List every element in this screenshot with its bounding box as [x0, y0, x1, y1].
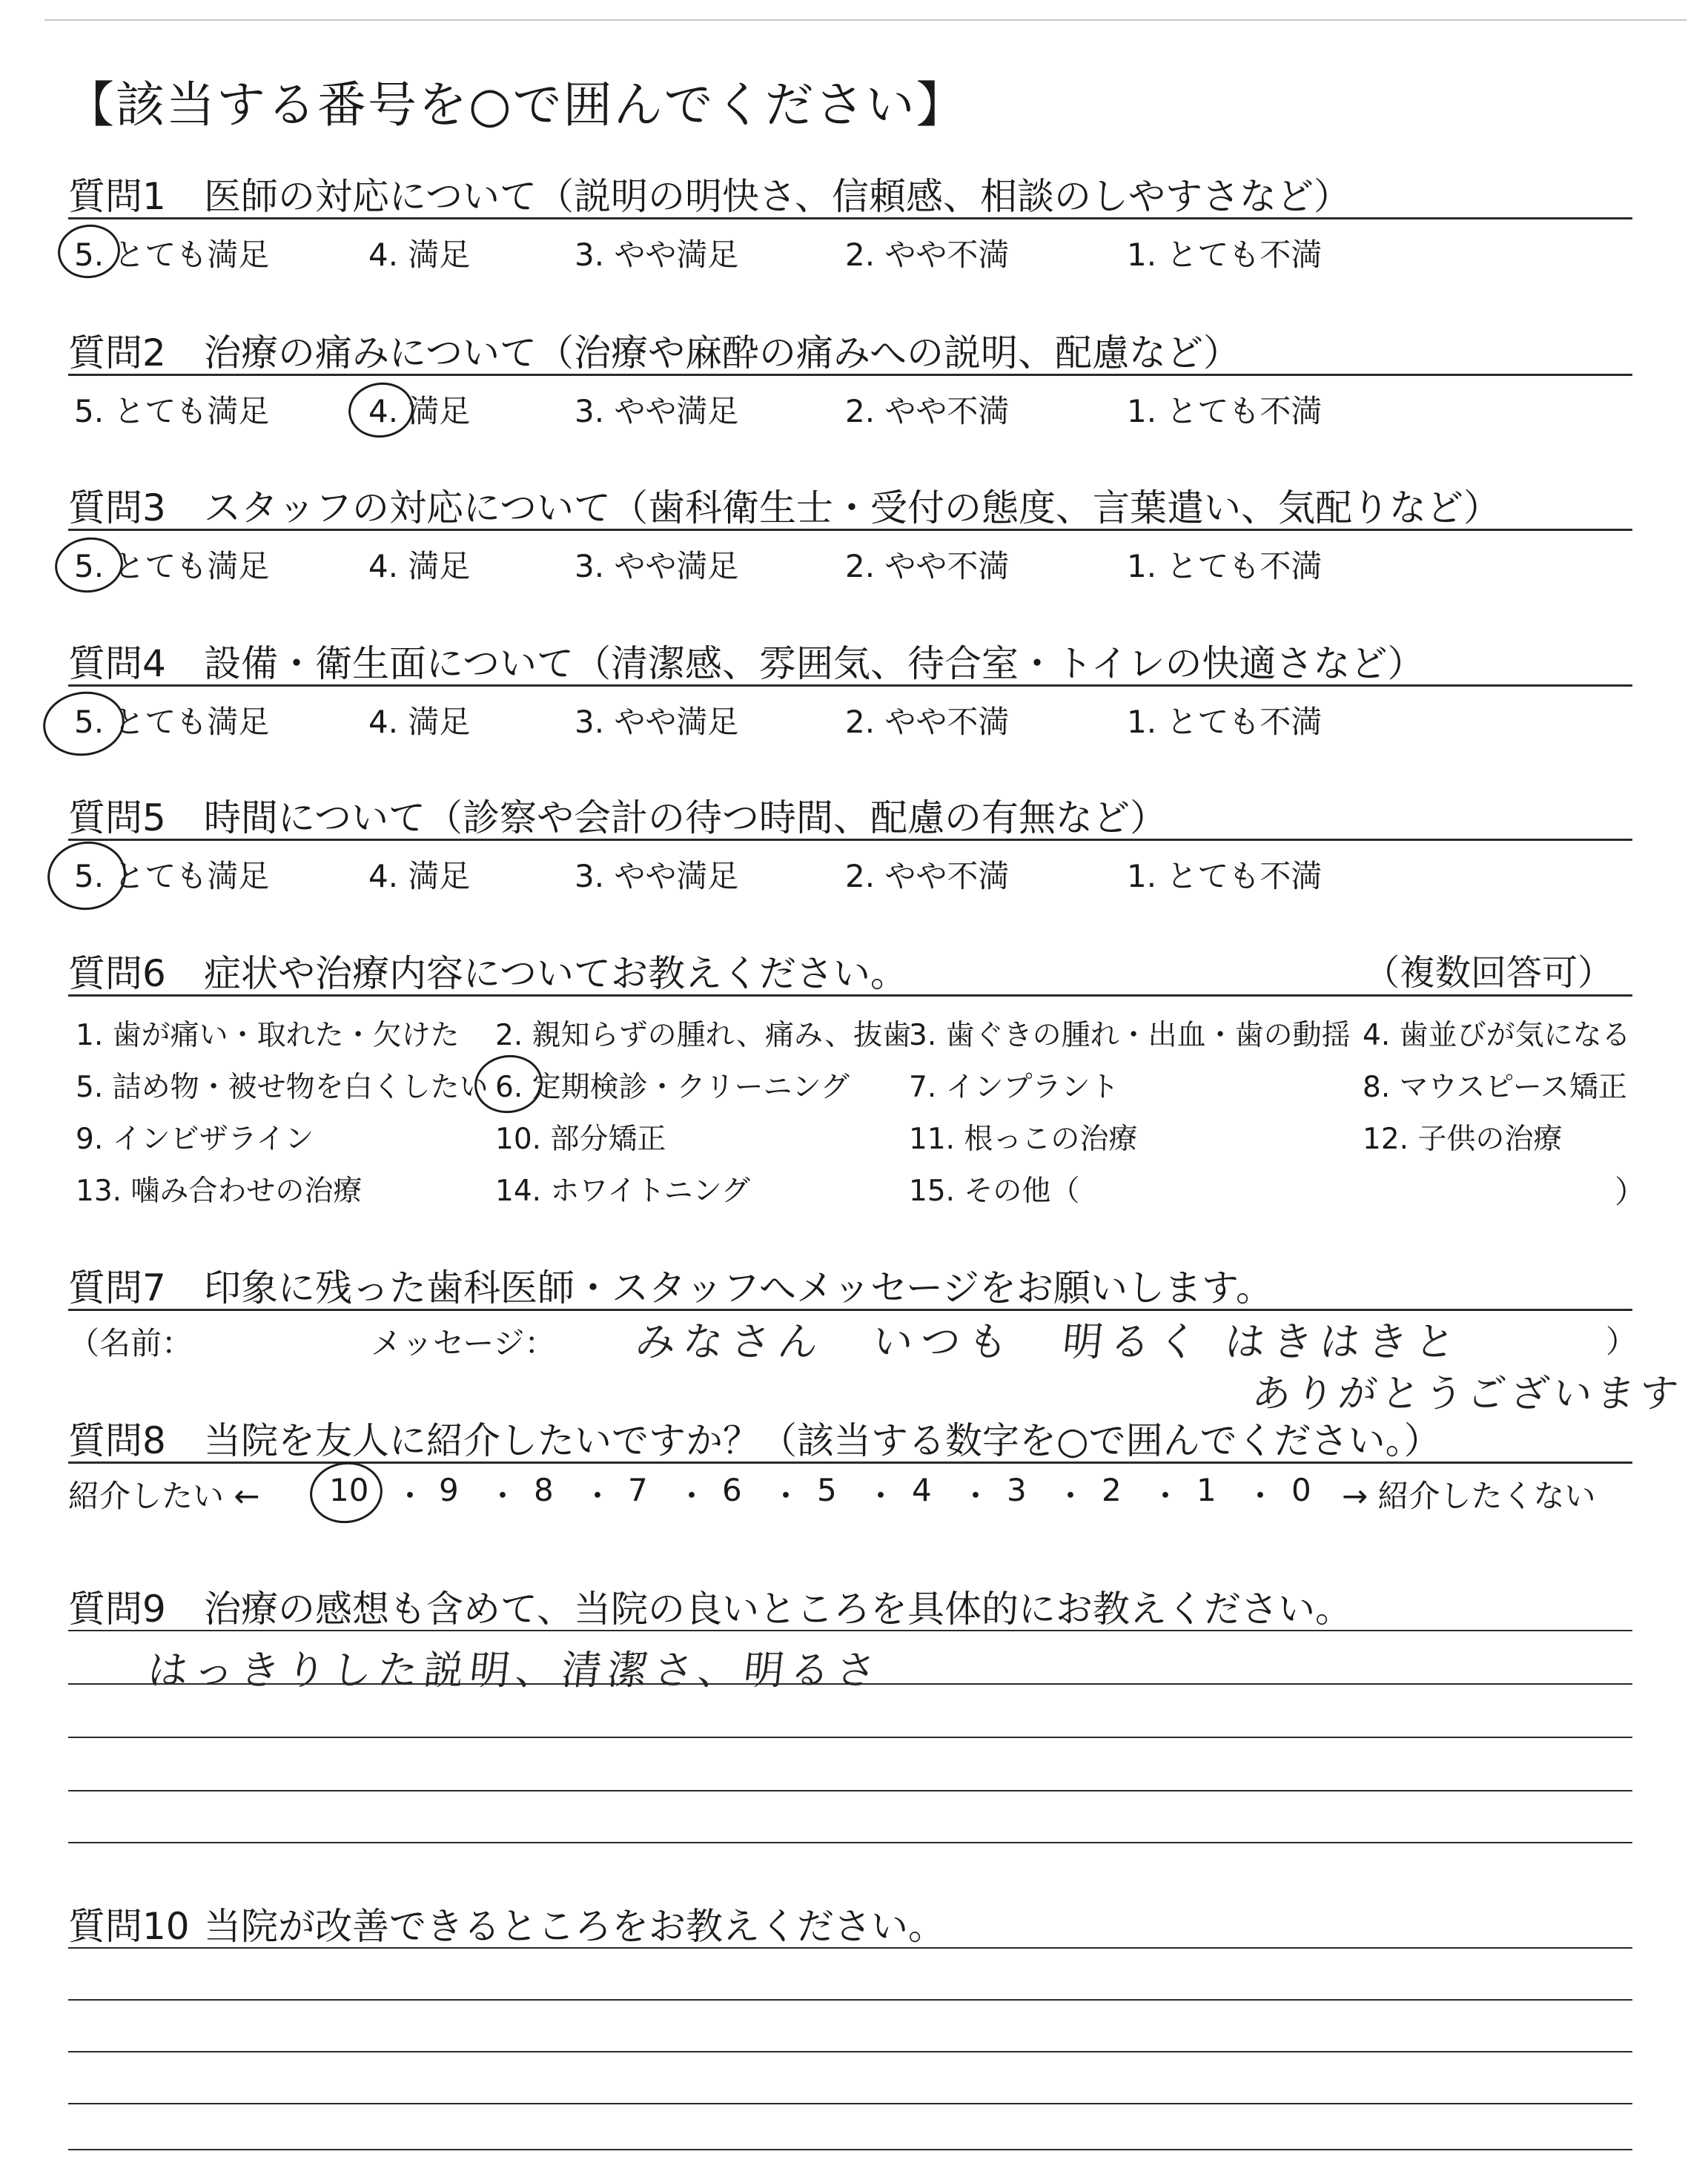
option-5[interactable]: 5. とても満足	[74, 858, 270, 894]
question-7	[0, 1258, 1708, 1416]
question-text: 当院を友人に紹介したいですか？（該当する数字を○で囲んでください。）	[204, 1419, 1441, 1462]
page-title: 【該当する番号を○で囲んでください】	[65, 76, 967, 133]
option-1[interactable]: 1. とても不満	[1127, 548, 1323, 584]
question-text: 医師の対応について（説明の明快さ、信頼感、相談のしやすさなど）	[204, 175, 1351, 218]
question-number: 質問8	[68, 1419, 166, 1462]
message-label: メッセージ：	[371, 1325, 556, 1361]
option-2[interactable]: 2. やや不満	[845, 858, 1010, 894]
checklist-item[interactable]: 12. 子供の治療	[1363, 1123, 1563, 1156]
checklist-item[interactable]: 11. 根っこの治療	[909, 1123, 1138, 1156]
answer-line	[68, 2149, 1632, 2150]
scale-value[interactable]: 5	[817, 1472, 837, 1508]
scale-dot: ・	[770, 1478, 802, 1514]
scale-value[interactable]: 10	[329, 1472, 369, 1508]
option-5[interactable]: 5. とても満足	[74, 393, 270, 429]
question-1	[0, 167, 1708, 315]
question-2-heading	[68, 323, 1240, 377]
question-text: 治療の感想も含めて、当院の良いところを具体的にお教えください。	[204, 1588, 1352, 1631]
scale-dot: ・	[1150, 1478, 1182, 1514]
checklist-item[interactable]: 6. 定期検診・クリーニング	[495, 1071, 850, 1104]
scale-dot: ・	[487, 1478, 519, 1514]
scale-dot: ・	[1055, 1478, 1087, 1514]
question-3-heading	[68, 478, 1500, 532]
question-4	[0, 634, 1708, 782]
answer-line	[68, 1737, 1632, 1738]
question-3	[0, 478, 1708, 627]
answer-line	[68, 1683, 1632, 1685]
scale-value[interactable]: 9	[439, 1472, 459, 1508]
option-4[interactable]: 4. 満足	[368, 237, 471, 273]
question-7-heading	[68, 1258, 1273, 1312]
option-4[interactable]: 4. 満足	[368, 858, 471, 894]
question-text: 症状や治療内容についてお教えください。	[204, 952, 907, 995]
scale-dot: ・	[582, 1478, 614, 1514]
option-4[interactable]: 4. 満足	[368, 548, 471, 584]
option-5[interactable]: 5. とても満足	[74, 237, 270, 273]
question-text: スタッフの対応について（歯科衛生士・受付の態度、言葉遣い、気配りなど）	[204, 486, 1500, 529]
question-6	[0, 944, 1708, 1226]
other-close-paren: ）	[1615, 1174, 1646, 1210]
checklist-item[interactable]: 3. 歯ぐきの腫れ・出血・歯の動揺	[909, 1019, 1351, 1052]
scale-value[interactable]: 0	[1291, 1472, 1311, 1508]
checklist-item[interactable]: 2. 親知らずの腫れ、痛み、抜歯	[495, 1019, 912, 1052]
scale-dot: ・	[1245, 1478, 1277, 1514]
question-number: 質問4	[68, 642, 166, 685]
scale-left-label: 紹介したい ←	[68, 1478, 260, 1514]
multiple-answers-note: （複数回答可）	[1364, 952, 1614, 994]
option-4[interactable]: 4. 満足	[368, 704, 471, 740]
checklist-item[interactable]: 5. 詰め物・被せ物を白くしたい	[76, 1071, 489, 1104]
answer-line	[68, 1999, 1632, 2001]
answer-line	[68, 1790, 1632, 1791]
answer-line	[68, 1947, 1632, 1949]
scale-right-label: → 紹介したくない	[1342, 1478, 1596, 1514]
rule	[68, 1462, 1632, 1464]
answer-line	[68, 1842, 1632, 1843]
option-3[interactable]: 3. やや満足	[575, 237, 739, 273]
answer-line	[68, 2051, 1632, 2052]
question-number: 質問9	[68, 1588, 166, 1631]
option-5[interactable]: 5. とても満足	[74, 704, 270, 740]
scale-value[interactable]: 4	[912, 1472, 932, 1508]
handwritten-answer: はっきりした説明、清潔さ、明るさ	[145, 1647, 884, 1694]
question-number: 質問3	[68, 486, 166, 529]
question-5	[0, 788, 1708, 937]
option-2[interactable]: 2. やや不満	[845, 704, 1010, 740]
question-number: 質問1	[68, 175, 166, 218]
option-3[interactable]: 3. やや満足	[575, 548, 739, 584]
option-1[interactable]: 1. とても不満	[1127, 704, 1323, 740]
checklist-item[interactable]: 13. 噛み合わせの治療	[76, 1175, 363, 1208]
option-4[interactable]: 4. 満足	[368, 393, 471, 429]
question-number: 質問5	[68, 796, 166, 839]
checklist-item[interactable]: 8. マウスピース矯正	[1363, 1071, 1627, 1104]
scale-value[interactable]: 3	[1007, 1472, 1027, 1508]
question-number: 質問7	[68, 1266, 166, 1309]
option-2[interactable]: 2. やや不満	[845, 237, 1010, 273]
question-text: 当院が改善できるところをお教えください。	[204, 1905, 945, 1948]
rule	[68, 839, 1632, 841]
option-3[interactable]: 3. やや満足	[575, 393, 739, 429]
option-2[interactable]: 2. やや不満	[845, 548, 1010, 584]
answer-line	[68, 2103, 1632, 2104]
question-8-heading	[68, 1411, 1441, 1464]
question-number: 質問6	[68, 952, 166, 995]
question-10-heading	[68, 1897, 945, 1950]
question-text: 印象に残った歯科医師・スタッフへメッセージをお願いします。	[204, 1266, 1273, 1309]
scale-value[interactable]: 6	[722, 1472, 742, 1508]
question-9-heading	[68, 1579, 1352, 1633]
checklist-item[interactable]: 15. その他（	[909, 1175, 1080, 1208]
top-border	[44, 19, 1687, 21]
question-2	[0, 323, 1708, 472]
question-1-heading	[68, 167, 1351, 220]
answer-circle	[43, 836, 130, 915]
scale-dot: ・	[960, 1478, 992, 1514]
rule	[68, 374, 1632, 376]
question-4-heading	[68, 634, 1425, 687]
checklist-item[interactable]: 1. 歯が痛い・取れた・欠けた	[76, 1019, 460, 1052]
question-5-heading	[68, 788, 1167, 842]
option-1[interactable]: 1. とても不満	[1127, 237, 1323, 273]
option-3[interactable]: 3. やや満足	[575, 704, 739, 740]
rule	[68, 529, 1632, 531]
close-paren: ）	[1606, 1324, 1638, 1360]
scale-dot: ・	[394, 1478, 426, 1514]
checklist-item[interactable]: 10. 部分矯正	[495, 1123, 666, 1156]
question-text: 設備・衛生面について（清潔感、雰囲気、待合室・トイレの快適さなど）	[204, 642, 1425, 685]
option-3[interactable]: 3. やや満足	[575, 858, 739, 894]
handwritten-message-line-2: ありがとうございます	[1250, 1372, 1685, 1416]
handwritten-message-line-1: みなさん いつも 明るく はきはきと	[633, 1318, 1466, 1365]
scale-value[interactable]: 1	[1196, 1472, 1217, 1508]
name-label: （名前：	[68, 1325, 193, 1361]
scale-dot: ・	[676, 1478, 708, 1514]
option-1[interactable]: 1. とても不満	[1127, 858, 1323, 894]
option-1[interactable]: 1. とても不満	[1127, 393, 1323, 429]
checklist-item[interactable]: 4. 歯並びが気になる	[1363, 1019, 1631, 1052]
scale-value[interactable]: 8	[534, 1472, 554, 1508]
question-text: 時間について（診察や会計の待つ時間、配慮の有無など）	[204, 796, 1167, 839]
rule	[68, 217, 1632, 219]
answer-circle	[471, 1051, 546, 1117]
option-2[interactable]: 2. やや不満	[845, 393, 1010, 429]
checklist-item[interactable]: 14. ホワイトニング	[495, 1175, 750, 1208]
rule	[68, 994, 1632, 997]
checklist-item[interactable]: 9. インビザライン	[76, 1123, 314, 1156]
scale-value[interactable]: 2	[1102, 1472, 1122, 1508]
question-6-heading	[68, 944, 907, 997]
question-9	[0, 1579, 1708, 1846]
answer-line	[68, 1630, 1632, 1631]
checklist-item[interactable]: 7. インプラント	[909, 1071, 1119, 1104]
scale-value[interactable]: 7	[628, 1472, 648, 1508]
question-10	[0, 1897, 1708, 2160]
rule	[68, 684, 1632, 687]
question-text: 治療の痛みについて（治療や麻酔の痛みへの説明、配慮など）	[204, 331, 1240, 374]
option-5[interactable]: 5. とても満足	[74, 548, 270, 584]
scale-dot: ・	[865, 1478, 897, 1514]
question-number: 質問2	[68, 331, 166, 374]
question-number: 質問10	[68, 1905, 190, 1948]
